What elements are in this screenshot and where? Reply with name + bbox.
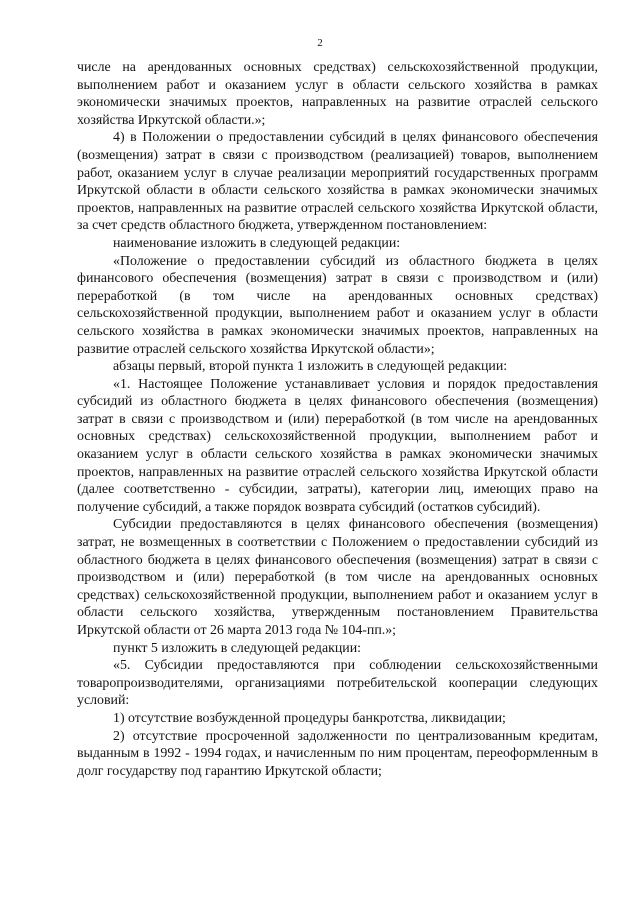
paragraph-condition-1: 1) отсутствие возбужденной процедуры банкротства, ликвидации;	[113, 710, 506, 726]
paragraph-title-instruction: наименование изложить в следующей редакции:	[113, 235, 401, 251]
paragraph-clause-1: «1. Настоящее Положение устанавливает условия и порядок предоставления субсидий из областного бюджета в целях финансового обеспечения (возмещения) затрат в связи с производством и (или) переработкой (в том числе на арендованных основных средствах) сельскохозяйственной продукции, выполнением работ и оказанием услуг в области сельского хозяйства в рамках экономически значимых проектов, направленных на развитие отраслей сельского хозяйства Иркутской области (далее соответственно - субсидии, затраты), категории лиц, имеющих право на получение субсидий, а также порядок возврата субсидий (остатков субсидий).	[77, 376, 598, 515]
paragraph-item-4: 4) в Положении о предоставлении субсидий в целях финансового обеспечения (возмещения) затрат в связи с производством (реализацией) товаров, выполнением работ, оказанием услуг в случае реализации мероприятий государственных программ Иркутской области в области сельского хозяйства в рамках экономически значимых проектов, направленных на развитие отраслей сельского хозяйства Иркутской области, за счет средств областного бюджета, утвержденном постановлением:	[77, 130, 598, 234]
document-body	[77, 59, 598, 780]
paragraph-continuation: числе на арендованных основных средствах) сельскохозяйственной продукции, выполнением работ и оказанием услуг в области сельского хозяйства в рамках экономически значимых проектов, направленных на развитие отраслей сельского хозяйства Иркутской области.»;	[77, 60, 598, 128]
page-number: 2	[317, 37, 323, 49]
paragraph-subsidies-purpose: Субсидии предоставляются в целях финансового обеспечения (возмещения) затрат, не возмещенных в соответствии с Положением о предоставлении субсидий из областного бюджета в целях финансового обеспечения (возмещения) затрат в связи с производством и (или) переработкой (в том числе на арендованных основных средствах) сельскохозяйственной продукции, выполнением работ и оказанием услуг в области сельского хозяйства, утвержденным постановлением Правительства Иркутской области от 26 марта 2013 года № 104-пп.»;	[77, 517, 598, 638]
paragraph-new-title: «Положение о предоставлении субсидий из областного бюджета в целях финансового обеспечения (возмещения) затрат в связи с производством и (или) переработкой (в том числе на арендованных основных средствах) сельскохозяйственной продукции, выполнением работ и оказанием услуг в области сельского хозяйства в рамках экономически значимых проектов, направленных на развитие отраслей сельского хозяйства Иркутской области»;	[77, 253, 598, 357]
paragraph-clause-1-instruction: абзацы первый, второй пункта 1 изложить в следующей редакции:	[113, 359, 508, 375]
paragraph-clause-5-instruction: пункт 5 изложить в следующей редакции:	[113, 640, 362, 656]
paragraph-clause-5: «5. Субсидии предоставляются при соблюдении сельскохозяйственными товаропроизводителями, организациями потребительской кооперации следующих условий:	[77, 658, 598, 709]
paragraph-condition-2: 2) отсутствие просроченной задолженности по централизованным кредитам, выданным в 1992 - 1994 годах, и начисленным по ним процентам, переоформленным в долг государству под гарантию Иркутской области;	[77, 728, 598, 779]
